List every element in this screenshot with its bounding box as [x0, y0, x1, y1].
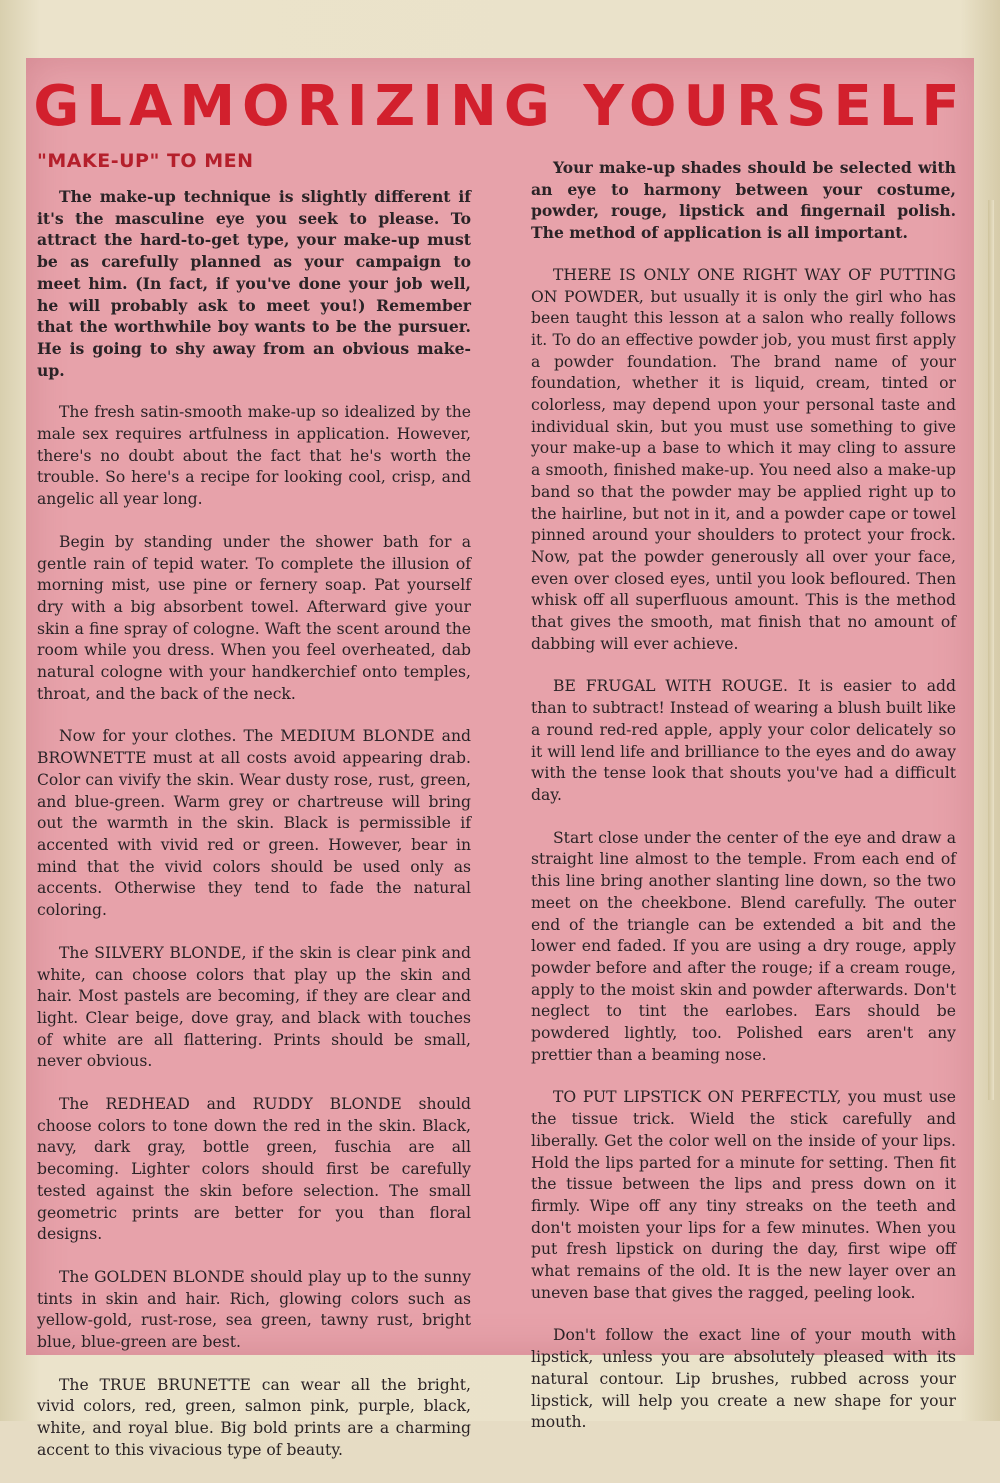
paragraph: The make-up technique is slightly different if it's the masculine eye you seek to please. To attract the hard-to-get type, your make-up must be as carefully planned as your campaign to meet him. (In fact, if you've done your job well, he will probably ask to meet you!) Remember that the worthwhile boy wants to be the pursuer. He is going to shy away from an obvious make-up. — [37, 187, 471, 380]
paragraph: TO PUT LIPSTICK ON PERFECTLY, you must use the tissue trick. Wield the stick carefully and liberally. Get the color well on the inside of your lips. Hold the lips parted for a minute for setting. Then fit the tissue between the lips and press down on it firmly. Wipe off any tiny streaks on the teeth and don't moisten your lips for a few minutes. When you put fresh lipstick on during the day, first wipe off what remains of the old. It is the new layer over an uneven base that gives the ragged, peeling look. — [531, 1088, 956, 1302]
paragraph: The GOLDEN BLONDE should play up to the sunny tints in skin and hair. Rich, glowing colors such as yellow-gold, rust-rose, sea green, tawny rust, bright blue, blue-green are best. — [37, 1267, 471, 1352]
paragraph: THERE IS ONLY ONE RIGHT WAY OF PUTTING ON POWDER, but usually it is only the girl who has been taught this lesson at a salon who really follows it. To do an effective powder job, you must first apply a powder foundation. The brand name of your foundation, whether it is liquid, cream, tinted or colorless, may depend upon your personal taste and individual skin, but you must use something to give your make-up a base to which it may cling to assure a smooth, finished make-up. You need also a make-up band so that the powder may be applied right up to the hairline, but not in it, and a powder cape or towel pinned around your shoulders to protect your frock. Now, pat the powder generously all over your face, even over closed eyes, until you look befloured. Then whisk off all superfluous amount. This is the method that gives the smooth, mat finish that no amount of dabbing will ever achieve. — [531, 265, 956, 653]
section-subtitle: "MAKE-UP" TO MEN — [37, 150, 254, 172]
paragraph: Start close under the center of the eye and draw a straight line almost to the temple. From each end of this line bring another slanting line down, so the two meet on the cheekbone. Blend carefully. The outer end of the triangle can be extended a bit and the lower end faded. If you are using a dry rouge, apply powder before and after the rouge; if a cream rouge, apply to the moist skin and powder afterwards. Don't neglect to tint the earlobes. Ears should be powdered lightly, too. Polished ears aren't any prettier than a beaming nose. — [531, 828, 956, 1064]
paragraph: The TRUE BRUNETTE can wear all the bright, vivid colors, red, green, salmon pink, purple, black, white, and royal blue. Big bold prints are a charming accent to this vivacious type of beauty. — [37, 1375, 471, 1459]
article-title: GLAMORIZING YOURSELF — [33, 74, 967, 139]
paragraph: Begin by standing under the shower bath for a gentle rain of tepid water. To complete the illusion of morning mist, use pine or fernery soap. Pat yourself dry with a big absorbent towel. Afterward give your skin a fine spray of cologne. Waft the scent around the room while you dress. When you feel overheated, dab natural cologne with your handkerchief onto temples, throat, and the back of the neck. — [37, 532, 471, 703]
paragraph: The fresh satin-smooth make-up so idealized by the male sex requires artfulness in application. However, there's no doubt about the fact that he's worth the trouble. So here's a recipe for looking cool, crisp, and angelic all year long. — [37, 403, 471, 509]
page-edge — [988, 200, 994, 1100]
left-column — [37, 148, 471, 1483]
paragraph: Now for your clothes. The MEDIUM BLONDE and BROWNETTE must at all costs avoid appearing drab. Color can vivify the skin. Wear dusty rose, rust, green, and blue-green. Warm grey or chartreuse will bring out the warmth in the skin. Black is permissible if accented with vivid red or green. However, bear in mind that the vivid colors should be used only as accents. Otherwise they tend to fade the natural coloring. — [37, 727, 471, 920]
paragraph: The SILVERY BLONDE, if the skin is clear pink and white, can choose colors that play up the skin and hair. Most pastels are becoming, if they are clear and light. Clear beige, dove gray, and black with touches of white are all flattering. Prints should be small, never obvious. — [37, 943, 471, 1071]
paragraph: BE FRUGAL WITH ROUGE. It is easier to add than to subtract! Instead of wearing a blush built like a round red-red apple, apply your color delicately so it will lend life and brilliance to the eyes and do away with the tense look that shouts you've had a difficult day. — [531, 677, 956, 804]
paragraph: Don't follow the exact line of your mouth with lipstick, unless you are absolutely pleased with its natural contour. Lip brushes, rubbed across your lipstick, will help you create a new shape for your mouth. — [531, 1326, 956, 1432]
paragraph: The REDHEAD and RUDDY BLONDE should choose colors to tone down the red in the skin. Black, navy, dark gray, bottle green, fuschia are all becoming. Lighter colors should first be carefully tested against the skin before selection. The small geometric prints are better for you than floral designs. — [37, 1095, 471, 1244]
right-column — [531, 157, 956, 1455]
paragraph: Your make-up shades should be selected with an eye to harmony between your costume, powder, rouge, lipstick and fingernail polish. The method of application is all important. — [531, 158, 956, 243]
